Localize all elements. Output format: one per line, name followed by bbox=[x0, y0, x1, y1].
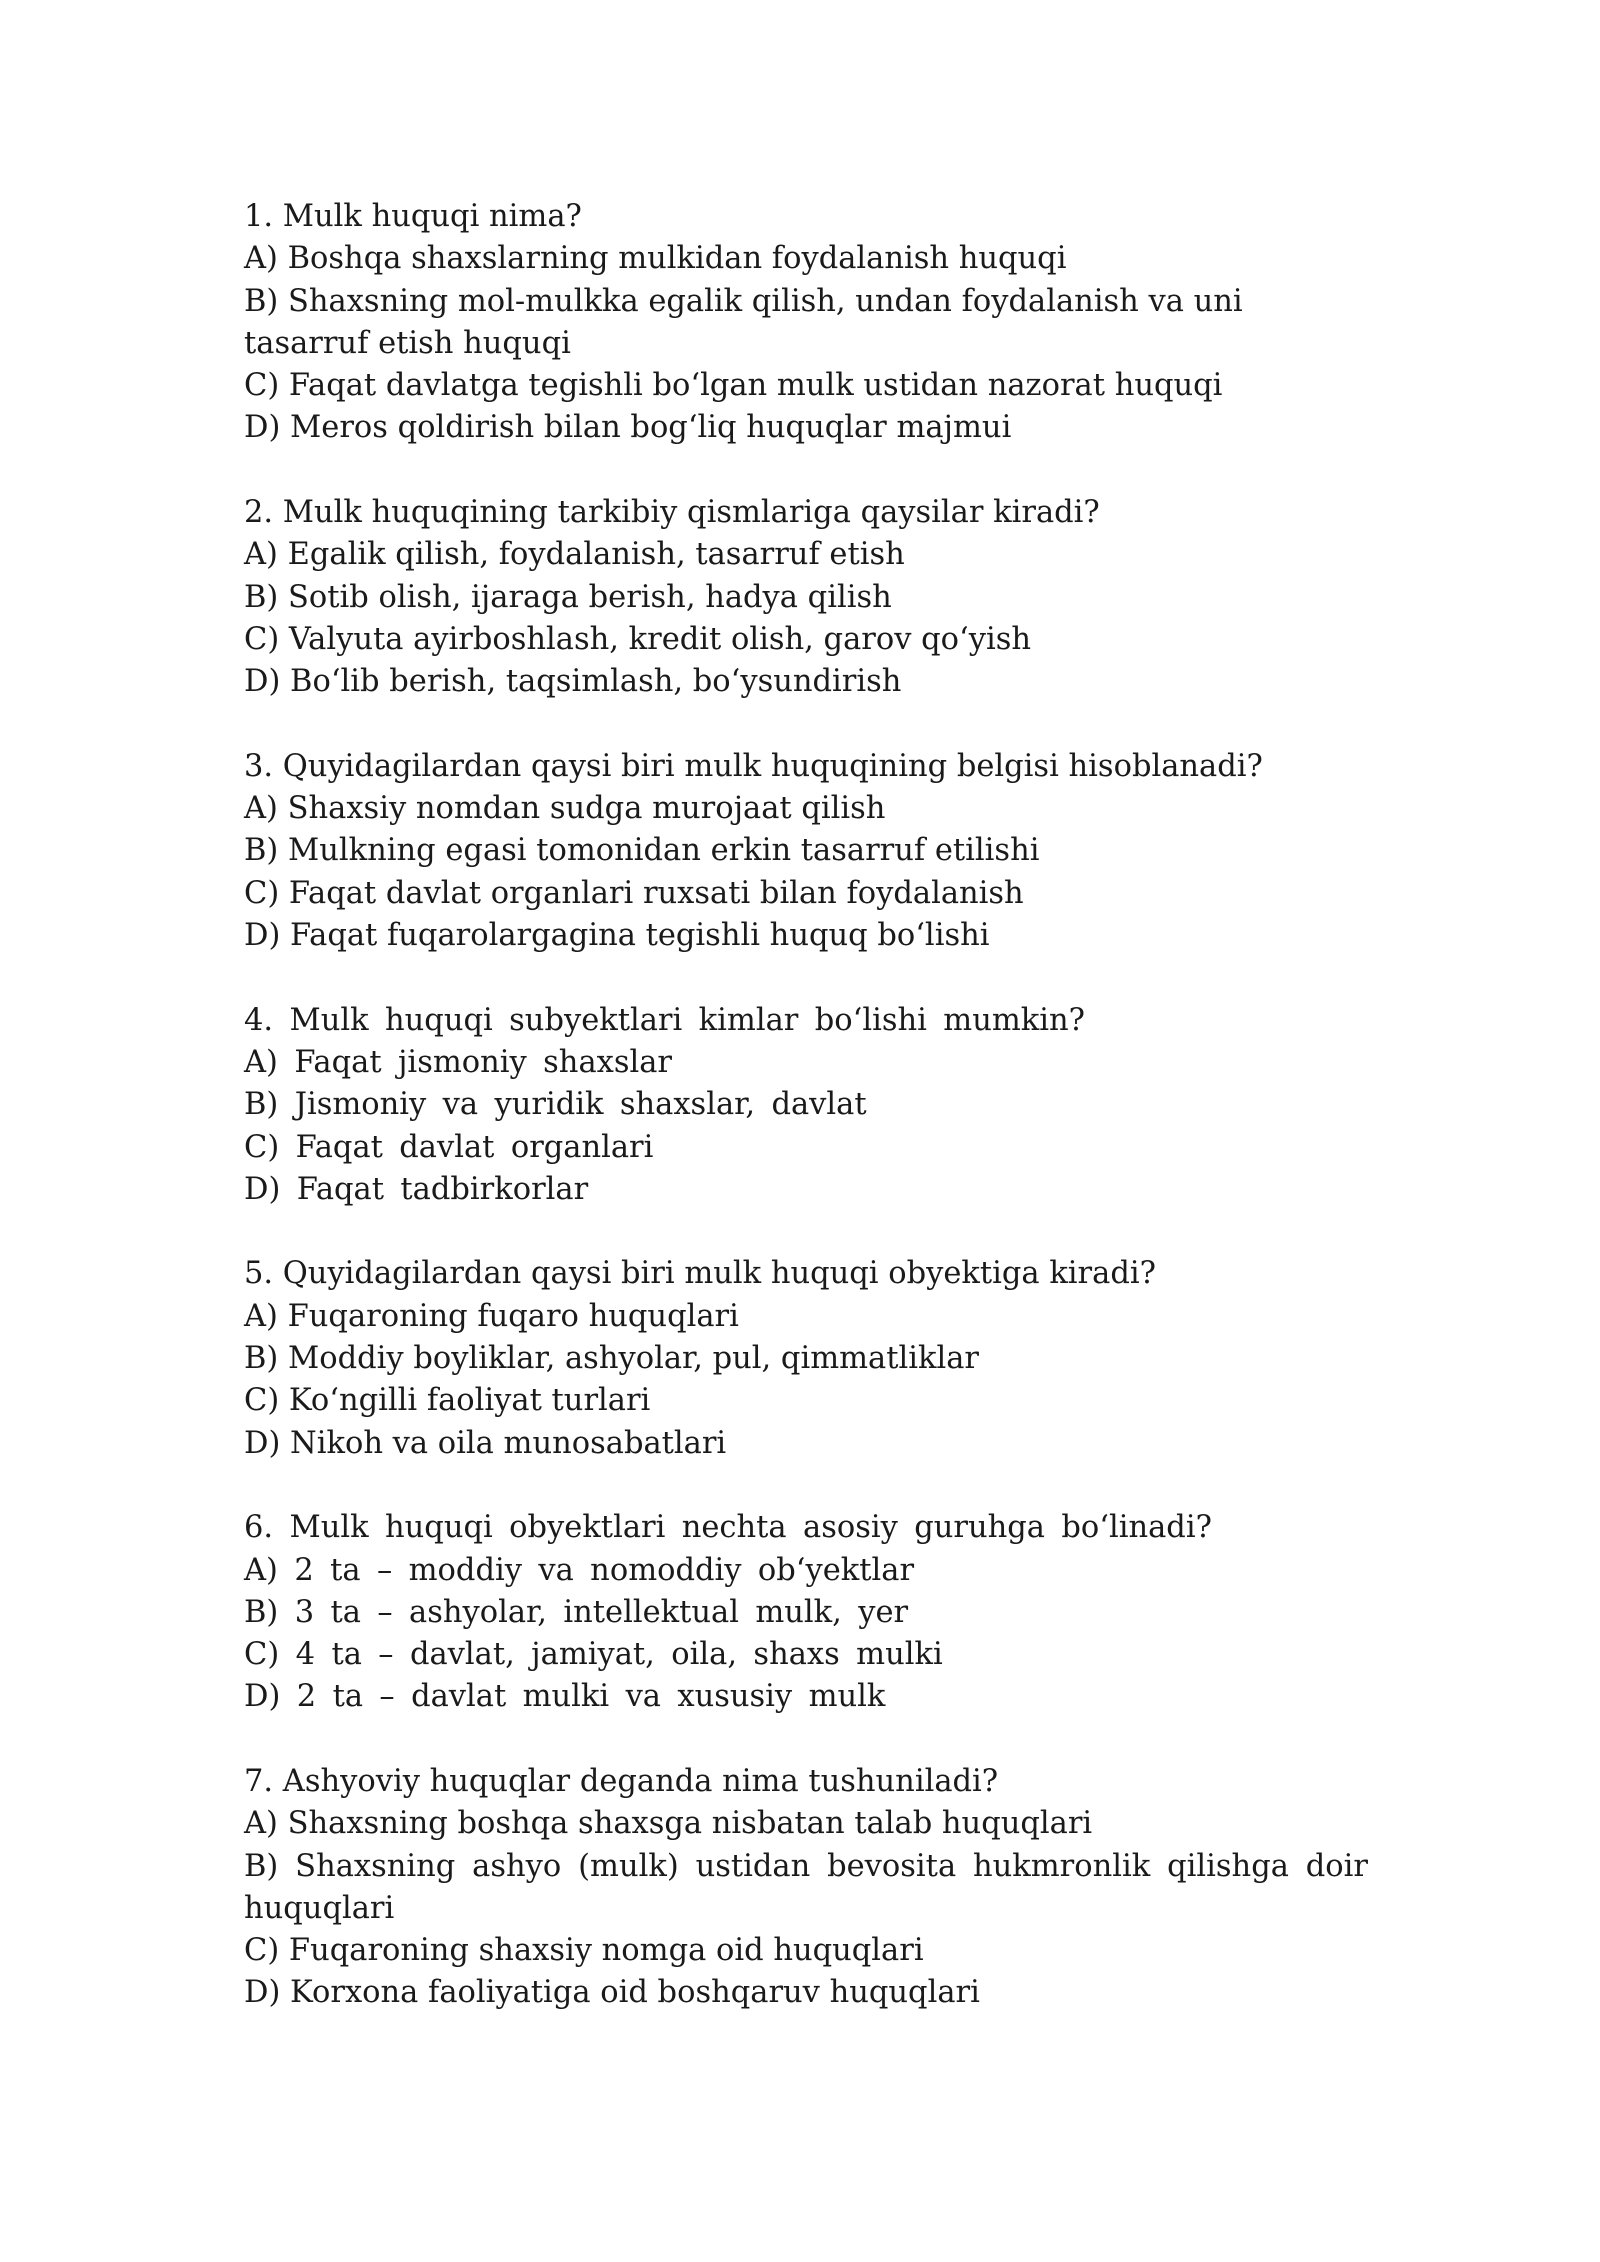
option-a: A) Boshqa shaxslarning mulkidan foydalanish huquqi bbox=[244, 241, 1067, 277]
option-d: D) Meros qoldirish bilan bogʻliq huquqlar majmui bbox=[244, 410, 1012, 446]
quiz-content bbox=[244, 196, 1368, 2057]
option-a: A) Fuqaroning fuqaro huquqlari bbox=[244, 1298, 739, 1334]
question-text: 5. Quyidagilardan qaysi biri mulk huquqi obyektiga kiradi? bbox=[244, 1256, 1156, 1292]
option-b: B) Moddiy boyliklar, ashyolar, pul, qimmatliklar bbox=[244, 1341, 980, 1377]
question-block-5 bbox=[244, 1253, 1368, 1464]
option-a: A) Egalik qilish, foydalanish, tasarruf etish bbox=[244, 537, 905, 573]
question-block-4 bbox=[244, 1000, 1368, 1211]
question-text: 7. Ashyoviy huquqlar deganda nima tushuniladi? bbox=[244, 1763, 999, 1799]
option-d: D) Korxona faoliyatiga oid boshqaruv huquqlari bbox=[244, 1975, 980, 2011]
option-b: B) Shaxsning ashyo (mulk) ustidan bevosita hukmronlik qilishga doir huquqlari bbox=[244, 1848, 1368, 1926]
option-c: C) Faqat davlatga tegishli boʻlgan mulk ustidan nazorat huquqi bbox=[244, 368, 1223, 404]
option-c: C) Faqat davlat organlari ruxsati bilan foydalanish bbox=[244, 875, 1024, 911]
question-text: 1. Mulk huquqi nima? bbox=[244, 199, 582, 234]
question-block-3 bbox=[244, 746, 1368, 957]
option-a: A) Faqat jismoniy shaxslar bbox=[244, 1044, 673, 1080]
option-c: C) 4 ta – davlat, jamiyat, oila, shaxs mulki bbox=[244, 1637, 943, 1673]
option-c: C) Fuqaroning shaxsiy nomga oid huquqlari bbox=[244, 1933, 924, 1969]
option-a: A) Shaxsning boshqa shaxsga nisbatan talab huquqlari bbox=[244, 1806, 1093, 1842]
option-b: B) 3 ta – ashyolar, intellektual mulk, yer bbox=[244, 1594, 909, 1630]
question-block-6 bbox=[244, 1507, 1368, 1718]
option-b: B) Jismoniy va yuridik shaxslar, davlat bbox=[244, 1087, 867, 1123]
option-d: D) Faqat fuqarolargagina tegishli huquq boʻlishi bbox=[244, 918, 990, 954]
option-d: D) Nikoh va oila munosabatlari bbox=[244, 1425, 727, 1461]
option-a: A) 2 ta – moddiy va nomoddiy obʻyektlar bbox=[244, 1552, 915, 1588]
option-b: B) Shaxsning mol-mulkka egalik qilish, undan foydalanish va uni tasarruf etish huquqi bbox=[244, 283, 1243, 361]
question-text: 2. Mulk huquqining tarkibiy qismlariga qaysilar kiradi? bbox=[244, 495, 1100, 531]
option-c: C) Faqat davlat organlari bbox=[244, 1129, 654, 1165]
option-b: B) Mulkning egasi tomonidan erkin tasarruf etilishi bbox=[244, 833, 1040, 869]
option-a: A) Shaxsiy nomdan sudga murojaat qilish bbox=[244, 791, 886, 827]
option-b: B) Sotib olish, ijaraga berish, hadya qilish bbox=[244, 579, 892, 615]
option-c: C) Valyuta ayirboshlash, kredit olish, garov qoʻyish bbox=[244, 621, 1031, 657]
question-block-2 bbox=[244, 492, 1368, 703]
option-d: D) Boʻlib berish, taqsimlash, boʻysundirish bbox=[244, 664, 902, 700]
question-block-1 bbox=[244, 196, 1368, 450]
question-block-7 bbox=[244, 1761, 1368, 2015]
option-c: C) Koʻngilli faoliyat turlari bbox=[244, 1383, 651, 1419]
question-text: 6. Mulk huquqi obyektlari nechta asosiy guruhga boʻlinadi? bbox=[244, 1510, 1212, 1546]
option-d: D) 2 ta – davlat mulki va xususiy mulk bbox=[244, 1679, 886, 1715]
option-d: D) Faqat tadbirkorlar bbox=[244, 1171, 589, 1207]
question-text: 3. Quyidagilardan qaysi biri mulk huquqining belgisi hisoblanadi? bbox=[244, 748, 1263, 784]
question-text: 4. Mulk huquqi subyektlari kimlar boʻlishi mumkin? bbox=[244, 1002, 1086, 1038]
